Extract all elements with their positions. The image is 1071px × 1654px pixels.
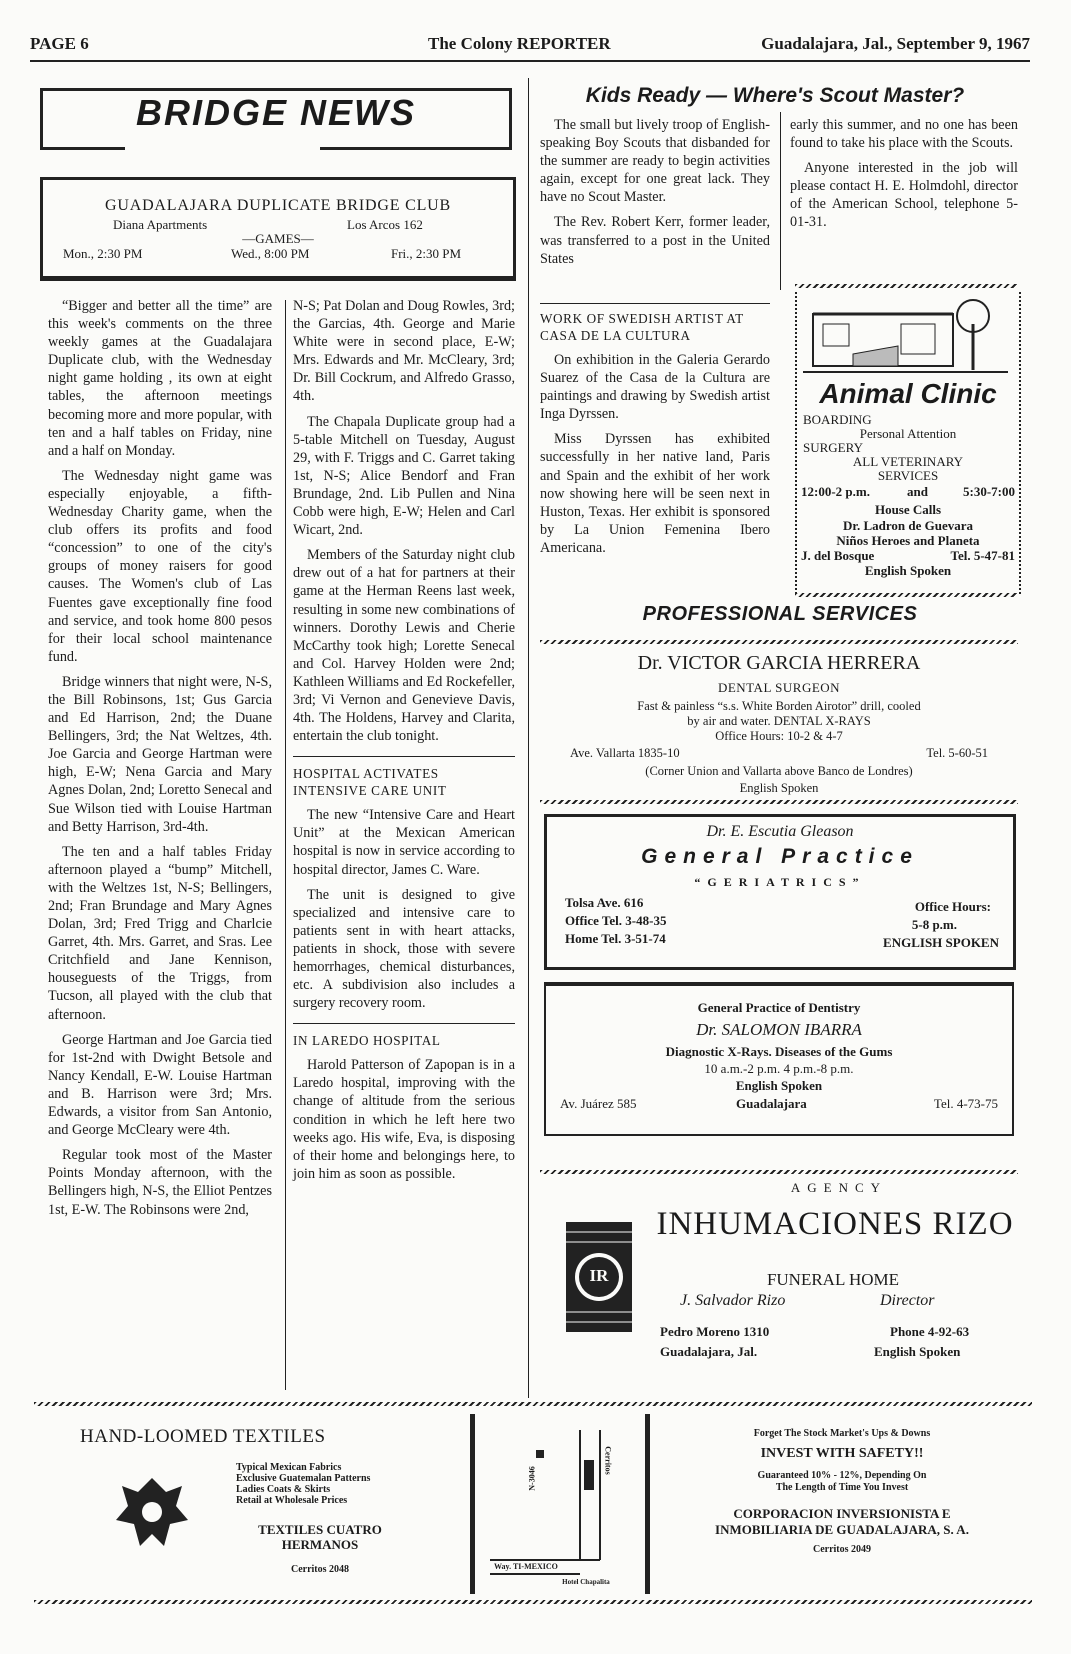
bottom-strip-border: [34, 1402, 1032, 1406]
textiles-address: Cerritos 2048: [290, 1564, 350, 1575]
club-games-label: —GAMES—: [242, 231, 314, 246]
strip-divider: [645, 1414, 650, 1594]
club-venue-1: Diana Apartments: [113, 217, 208, 232]
ibarra-phone: Tel. 4-73-75: [933, 1096, 998, 1111]
professional-services-heading: PROFESSIONAL SERVICES: [642, 603, 918, 625]
rizo-funeral-home: FUNERAL HOME: [766, 1270, 900, 1289]
bridge-paragraph: The ten and a half tables Friday afternoon played a “bump” Mitchell, with the Weltzes 1st, N-S; Bellingers, 2nd; Fran Brundage and Mary Agnes Dolan, 3rd; Fred Trigg and Charlcie Garret, 4th. Mrs. Garret, and Sras. Lee Critchfield and Jane Kennison, houseguests of the Triggs, from Tucson, all played with the club that afternoon.: [48, 843, 272, 1023]
scout-paragraph: early this summer, and no one has been found to take his place with the Scouts.: [790, 117, 1018, 152]
map-street: Cerritos: [603, 1446, 613, 1475]
bridge-header-rule: [40, 147, 125, 150]
club-monday: Mon., 2:30 PM: [63, 246, 143, 261]
location-map: [480, 1410, 642, 1598]
rizo-person: J. Salvador Rizo: [680, 1292, 786, 1309]
invest-headline: INVEST WITH SAFETY!!: [760, 1446, 924, 1461]
rizo-agency: AGENCY: [790, 1180, 888, 1195]
swedish-story: [540, 310, 770, 564]
bridge-paragraph: “Bigger and better all the time” are this week's comments on the three weekly games at the Guadalajara Duplicate club, with the Wednesday night game holding , its own at eight tables, the afternoon meetings becoming more and more popular, with ten and a half tables on Friday, nine and a half on Monday.: [48, 298, 273, 459]
herrera-address: Ave. Vallarta 1835-10: [570, 746, 680, 760]
escutia-english: ENGLISH SPOKEN: [883, 935, 999, 950]
escutia-ad: [544, 814, 1016, 970]
scout-headline: Kids Ready — Where's Scout Master?: [585, 84, 965, 107]
paper-name: The Colony REPORTER: [428, 34, 611, 53]
bridge-paragraph: Members of the Saturday night club drew out of a hat for partners at their game at the Herman Reens last week, resulting in some new combinations of winners. Dorothy Lewis and Cherie McCarthy took high; Lorette Senecal and Col. Harvey Holden were 2nd; Kathleen Williams and Ed Rockefeller, 3rd; Vi Vernon and Genevieve Davis, 4th. The Holdens, Harvey and Clarita, entertain the club tonight.: [293, 547, 515, 745]
bridge-paragraph: The Wednesday night game was especially enjoyable, a fifth-Wednesday Charity game, when the club offers its profits and food “concession” to one of the city's groups of money raisers for good causes. The Women's club of Las Fuentes gave exceptionally fine food and service, and took home 800 pesos for their local school maintenance fund.: [48, 467, 272, 665]
rizo-border: [540, 1170, 1018, 1174]
herrera-border: [540, 800, 1018, 804]
bridge-paragraph: George Hartman and Joe Garcia tied for 1st-2nd with Dwight Betsole and Nancy Kendall, E-W. Louise Hartman and B. Harrison were 3rd; Mrs. Edwards, a visitor from San Antonio, and George McCleary were 4th.: [48, 1031, 272, 1139]
herrera-hours: Office Hours: 10-2 & 4-7: [715, 729, 843, 743]
herrera-name: Dr. VICTOR GARCIA HERRERA: [637, 652, 921, 674]
invest-address: Cerritos 2049: [812, 1544, 872, 1555]
scout-column-2: [790, 116, 1018, 239]
bridge-title: BRIDGE NEWS: [135, 92, 416, 133]
ibarra-hours: 10 a.m.-2 p.m. 4 p.m.-8 p.m.: [704, 1061, 854, 1076]
herrera-role: DENTAL SURGEON: [717, 680, 841, 695]
clinic-hours-2: 5:30-7:00: [963, 484, 1015, 499]
invest-line: Guaranteed 10% - 12%, Depending On: [757, 1470, 927, 1481]
map-label: N-3046: [527, 1466, 537, 1491]
page-number: PAGE 6: [30, 34, 89, 53]
herrera-english: English Spoken: [739, 781, 819, 795]
escutia-subtitle: “GERIATRICS”: [694, 875, 866, 889]
ibarra-heading: General Practice of Dentistry: [697, 1000, 861, 1015]
hospital-paragraph: The new “Intensive Care and Heart Unit” at the Mexican American hospital is now in service according to hospital director, James C. Ware.: [293, 807, 515, 878]
textiles-line: Exclusive Guatemalan Patterns: [236, 1473, 371, 1484]
clinic-doctor: Dr. Ladron de Guevara: [842, 518, 973, 533]
club-wednesday: Wed., 8:00 PM: [231, 246, 310, 261]
map-hotel: Hotel Chapalita: [562, 1578, 610, 1586]
clinic-building-illustration: [803, 294, 1013, 380]
clinic-border: [795, 593, 1017, 597]
ibarra-name: Dr. SALOMON IBARRA: [696, 1020, 862, 1039]
swedish-kicker: WORK OF SWEDISH ARTIST AT CASA DE LA CULTURA: [540, 311, 744, 343]
clinic-line: Personal Attention: [859, 426, 957, 441]
clinic-hours-1: 12:00-2 p.m.: [801, 484, 870, 499]
escutia-title: General Practice: [641, 845, 919, 868]
escutia-hours-label: Office Hours:: [914, 899, 991, 914]
rizo-english: English Spoken: [874, 1344, 961, 1359]
scout-column-1: [540, 116, 770, 275]
investment-ad: [652, 1410, 1032, 1598]
bridge-club-box: [40, 177, 516, 281]
bridge-paragraph: N-S; Pat Dolan and Doug Rowles, 3rd; the Garcias, 4th. George and Marie White were in second place, E-W; Mrs. Edwards and Mr. McCleary, 3rd; Dr. Bill Cockrum, and Alfredo Grasso, 4th.: [293, 298, 515, 405]
invest-line: Forget The Stock Market's Ups & Downs: [753, 1428, 931, 1439]
ibarra-english: English Spoken: [735, 1078, 823, 1093]
scout-paragraph: The Rev. Robert Kerr, former leader, was transferred to a post in the United States: [540, 214, 770, 267]
hospital-paragraph: The unit is designed to give specialized and intensive care to patients sent in with heart attacks, patients in shock, those with severe hemorrhages, chemical disturbances, etc. A subdivision also includes a surgery recovery room.: [293, 886, 515, 1012]
ibarra-city: Guadalajara: [736, 1096, 807, 1111]
bridge-paragraph: Bridge winners that night were, N-S, the Bill Robinsons, 1st; Gus Garcia and Ed Harrison, 2nd; the Duane Bellingers, 3rd; the Nat Weltzes, 4th. Joe Garcia and George Hartman were high, E-W; Nena Garcia and Mary Agnes Dolan, 2nd; Loretto Senecal and Sue Wilson tied with Louise Hartman and Betty Harrison, 3rd-4th.: [48, 673, 272, 835]
escutia-home-tel: Home Tel. 3-51-74: [565, 931, 666, 946]
escutia-office-tel: Office Tel. 3-48-35: [565, 913, 667, 928]
hospital-kicker: HOSPITAL ACTIVATES INTENSIVE CARE UNIT: [293, 766, 447, 799]
textiles-name: TEXTILES CUATRO: [258, 1522, 382, 1537]
textiles-title: HAND-LOOMED TEXTILES: [80, 1426, 326, 1447]
rizo-phone: Phone 4-92-63: [890, 1324, 970, 1339]
bridge-paragraph: Regular took most of the Master Points Monday afternoon, with the Bellingers high, N-S, the Elliot Pentzes 1st, E-W. The Robinsons were 2nd,: [48, 1147, 272, 1218]
swedish-paragraph: On exhibition in the Galeria Gerardo Suarez of the Casa de la Cultura are paintings and drawing by Swedish artist Inga Dyrssen.: [540, 352, 770, 423]
ibarra-ad: [544, 982, 1014, 1136]
herrera-ad: [540, 648, 1018, 800]
clinic-house-calls: House Calls: [874, 502, 942, 517]
herrera-border: [540, 640, 1018, 644]
bridge-paragraph: The Chapala Duplicate group had a 5-table Mitchell on Tuesday, August 29, with F. Triggs and C. Garret taking 1st, N-S; Alice Bendorf and Fran Brundage, 2nd. Lib Pullen and Nina Cobb were high, E-W; Helen and Carl Wicart, 2nd.: [293, 413, 515, 539]
rizo-name: INHUMACIONES RIZO: [656, 1206, 1014, 1242]
clinic-border: [795, 284, 1017, 288]
clinic-english: English Spoken: [864, 563, 952, 578]
clinic-address: Niños Heroes and Planeta: [836, 533, 980, 548]
clinic-name: Animal Clinic: [819, 378, 997, 409]
textiles-ad: [40, 1410, 468, 1598]
clinic-line: SURGERY: [803, 440, 863, 455]
clinic-line: BOARDING: [803, 412, 872, 427]
ibarra-address: Av. Juárez 585: [560, 1096, 637, 1111]
clinic-address-2: J. del Bosque: [801, 548, 875, 563]
invest-company: CORPORACION INVERSIONISTA E: [733, 1506, 951, 1521]
column-divider: [780, 112, 781, 290]
story-divider: [540, 303, 770, 304]
escutia-name: Dr. E. Escutia Gleason: [706, 823, 854, 840]
swedish-paragraph: Miss Dyrssen has exhibited successfully in her native land, Paris and Spain and the exhibit of her work now showing here will be seen next in Huston, Texas. Her exhibit is sponsored by La Union Femenina Ibero Americana.: [540, 431, 770, 556]
invest-line: The Length of Time You Invest: [775, 1482, 909, 1493]
masthead: [30, 34, 1030, 56]
clinic-line: ALL VETERINARY: [852, 454, 964, 469]
map-street: Way. TI-MEXICO: [494, 1562, 558, 1571]
clinic-line: SERVICES: [877, 468, 939, 483]
club-friday: Fri., 2:30 PM: [391, 246, 462, 261]
rizo-city: Guadalajara, Jal.: [660, 1344, 758, 1359]
laredo-kicker: IN LAREDO HOSPITAL: [293, 1033, 441, 1049]
clinic-hours-and: and: [907, 484, 928, 499]
laredo-paragraph: Harold Patterson of Zapopan is in a Laredo hospital, improving with the change of altitude from the serious condition in which he left here two weeks ago. His wife, Eva, is disposing of their home and belongings here, to join him as soon as possible.: [293, 1057, 515, 1182]
ibarra-services: Diagnostic X-Rays. Diseases of the Gums: [665, 1044, 893, 1059]
story-divider: [293, 756, 515, 757]
invest-company: INMOBILIARIA DE GUADALAJARA, S. A.: [715, 1522, 969, 1537]
herrera-description: by air and water. DENTAL X-RAYS: [687, 714, 871, 728]
club-name: GUADALAJARA DUPLICATE BRIDGE CLUB: [105, 197, 451, 214]
news-column-2: [293, 297, 515, 1190]
escutia-address: Tolsa Ave. 616: [565, 895, 644, 910]
herrera-corner: (Corner Union and Vallarta above Banco de Londres): [645, 764, 913, 778]
textiles-line: Retail at Wholesale Prices: [236, 1495, 348, 1506]
textiles-name: HERMANOS: [281, 1537, 359, 1552]
dateline: Guadalajara, Jal., September 9, 1967: [761, 34, 1030, 53]
story-divider: [293, 1023, 515, 1024]
textiles-line: Ladies Coats & Skirts: [236, 1484, 331, 1495]
masthead-rule: [30, 60, 1030, 62]
crest-icon: [112, 1472, 192, 1556]
bridge-column-1: [48, 297, 272, 1226]
rizo-address: Pedro Moreno 1310: [660, 1324, 770, 1339]
scout-paragraph: Anyone interested in the job will please contact H. E. Holmdohl, director of the American School, telephone 5-01-31.: [790, 160, 1018, 231]
animal-clinic-ad: [795, 292, 1021, 594]
scout-paragraph: The small but lively troop of English-speaking Boy Scouts that disbanded for the summer are ready to begin activities again, except for one great lack. They have no Scout Master.: [540, 117, 770, 206]
strip-divider: [470, 1414, 475, 1594]
herrera-phone: Tel. 5-60-51: [926, 746, 988, 760]
bridge-header-rule: [320, 147, 512, 150]
bridge-header-rule: [40, 88, 512, 91]
herrera-description: Fast & painless “s.s. White Borden Airotor” drill, cooled: [637, 699, 921, 713]
rizo-role: Director: [880, 1292, 935, 1309]
column-divider: [285, 300, 286, 1390]
textiles-line: Typical Mexican Fabrics: [236, 1462, 342, 1473]
bottom-strip-border: [34, 1600, 1032, 1604]
rizo-ad: [540, 1178, 1018, 1378]
clinic-phone: Tel. 5-47-81: [950, 548, 1015, 563]
club-venue-2: Los Arcos 162: [347, 217, 423, 232]
column-divider: [528, 78, 529, 1398]
escutia-hours: 5-8 p.m.: [911, 917, 957, 932]
rizo-logo-letters: IR: [589, 1266, 609, 1285]
